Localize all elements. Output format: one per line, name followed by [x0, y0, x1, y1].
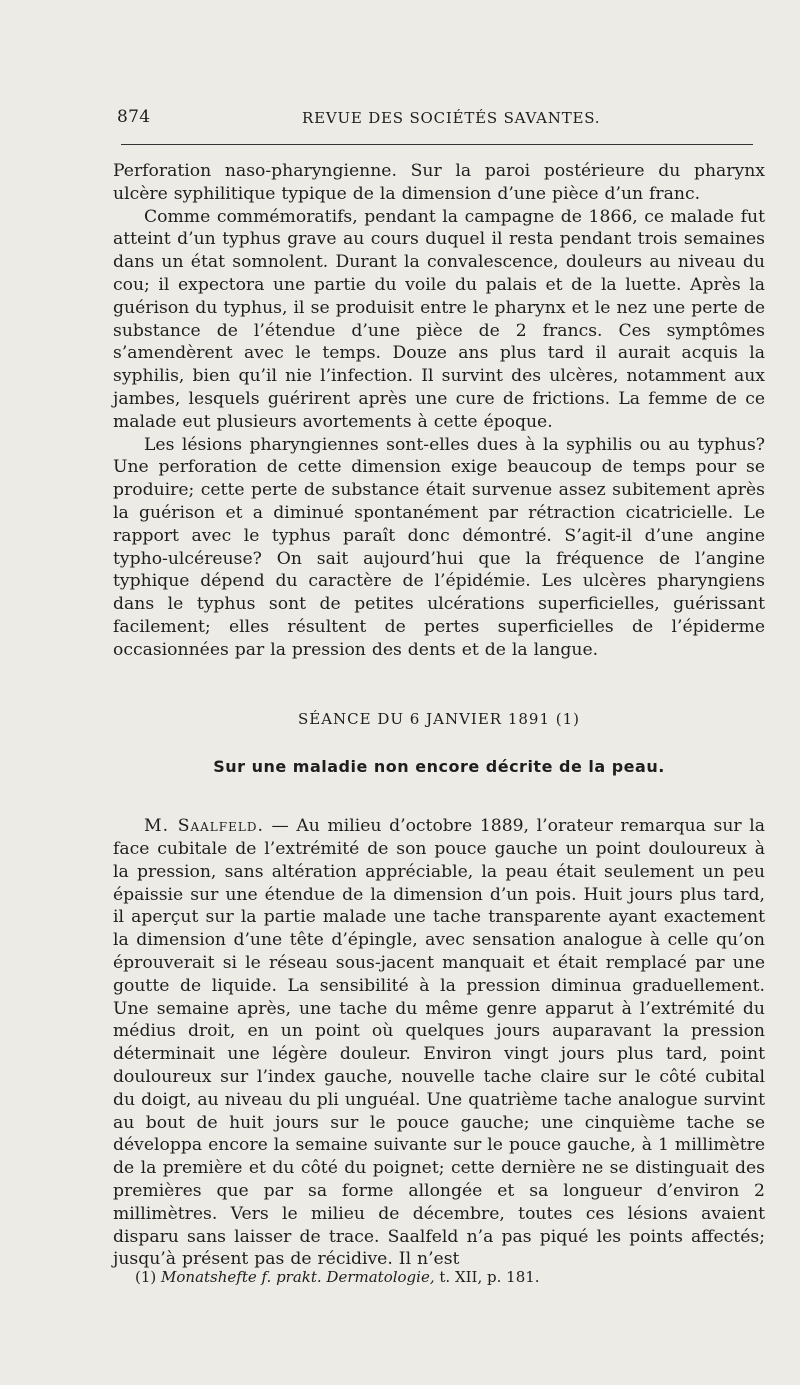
paragraph: Perforation naso-pharyngienne. Sur la paroi postérieure du pharynx ulcère syphilitique typique de la dimension d’une pièce d’un franc. — [113, 161, 765, 204]
speaker-name: M. Saalfeld. — [144, 816, 264, 837]
paragraph: Les lésions pharyngiennes sont-elles dues à la syphilis ou au typhus? Une perforation de cette dimension exige beaucoup de temps pour se produire; cette perte de substance était survenue assez subitement après la guérison et a diminué spontanément par rétraction cicatricielle. Le rapport avec le typhus paraît donc démontré. S’agit-il d’une angine typho-ulcéreuse? On sait aujourd’hui que la fréquence de l’angine typhique dépend du caractère de l’épidémie. Les ulcères pharyngiens dans le typhus sont de petites ulcérations superficielles, guérissant facilement; elles résultent de pertes superficielles de l’épiderme occasionnées par la pression des dents et de la langue. — [113, 434, 765, 660]
running-title: REVUE DES SOCIÉTÉS SAVANTES. — [302, 109, 601, 127]
body-text — [113, 160, 765, 662]
paragraph — [113, 815, 765, 1271]
section-heading: Sur une maladie non encore décrite de la peau. — [213, 757, 665, 776]
footnote — [135, 1268, 755, 1286]
paragraph: Comme commémoratifs, pendant la campagne de 1866, ce malade fut atteint d’un typhus grave au cours duquel il resta pendant trois semaines dans un état somnolent. Durant la convalescence, douleurs au niveau du cou; il expectora une partie du voile du palais et de la luette. Après la guérison du typhus, il se produisit entre le pharynx et le nez une perte de substance de l’étendue d’une pièce de 2 francs. Ces symptômes s’amendèrent avec le temps. Douze ans plus tard il aurait acquis la syphilis, bien qu’il nie l’infection. Il survint des ulcères, notamment aux jambes, lesquels guérirent après une cure de frictions. La femme de ce malade eut plusieurs avortements à cette époque. — [113, 206, 765, 432]
seance-date: SÉANCE DU 6 JANVIER 1891 (1) — [297, 710, 581, 728]
footnote-reference: t. XII, p. 181. — [434, 1268, 540, 1286]
header-rule — [121, 144, 753, 145]
footnote-journal: Monatshefte f. prakt. Dermatologie, — [161, 1268, 435, 1286]
saalfeld-section — [113, 798, 765, 1288]
page-number: 874 — [117, 107, 151, 127]
speaker-text: — Au milieu d’octobre 1889, l’orateur remarqua sur la face cubitale de l’extrémité de son pouce gauche un point douloureux à la pression, sans altération appréciable, la peau était seulement un peu épaissie sur une étendue de la dimension d’un pois. Huit jours plus tard, il aperçut sur la partie malade une tache transparente ayant exactement la dimension d’une tête d’épingle, avec sensation analogue à celle qu’on éprouverait si le réseau sous-jacent manquait et était remplacé par une goutte de liquide. La sensibilité à la pression diminua graduellement. Une semaine après, une tache du même genre apparut à l’extrémité du médius droit, en un point où quelques jours auparavant la pression déterminait une légère douleur. Environ vingt jours plus tard, point douloureux sur l’index gauche, nouvelle tache claire sur le côté cubital du doigt, au niveau du pli unguéal. Une quatrième tache analogue survint au bout de huit jours sur le pouce gauche; une cinquième tache se développa encore la semaine suivante sur le pouce gauche, à 1 millimètre de la première et du côté du poignet; cette dernière ne se distinguait des premières que par sa forme allongée et sa longueur d’environ 2 millimètres. Vers le milieu de décembre, toutes ces lésions avaient disparu sans laisser de trace. Saalfeld n’a pas piqué les points affectés; jusqu’à présent pas de récidive. Il n’est — [113, 816, 765, 1270]
footnote-marker: (1) — [135, 1268, 157, 1286]
